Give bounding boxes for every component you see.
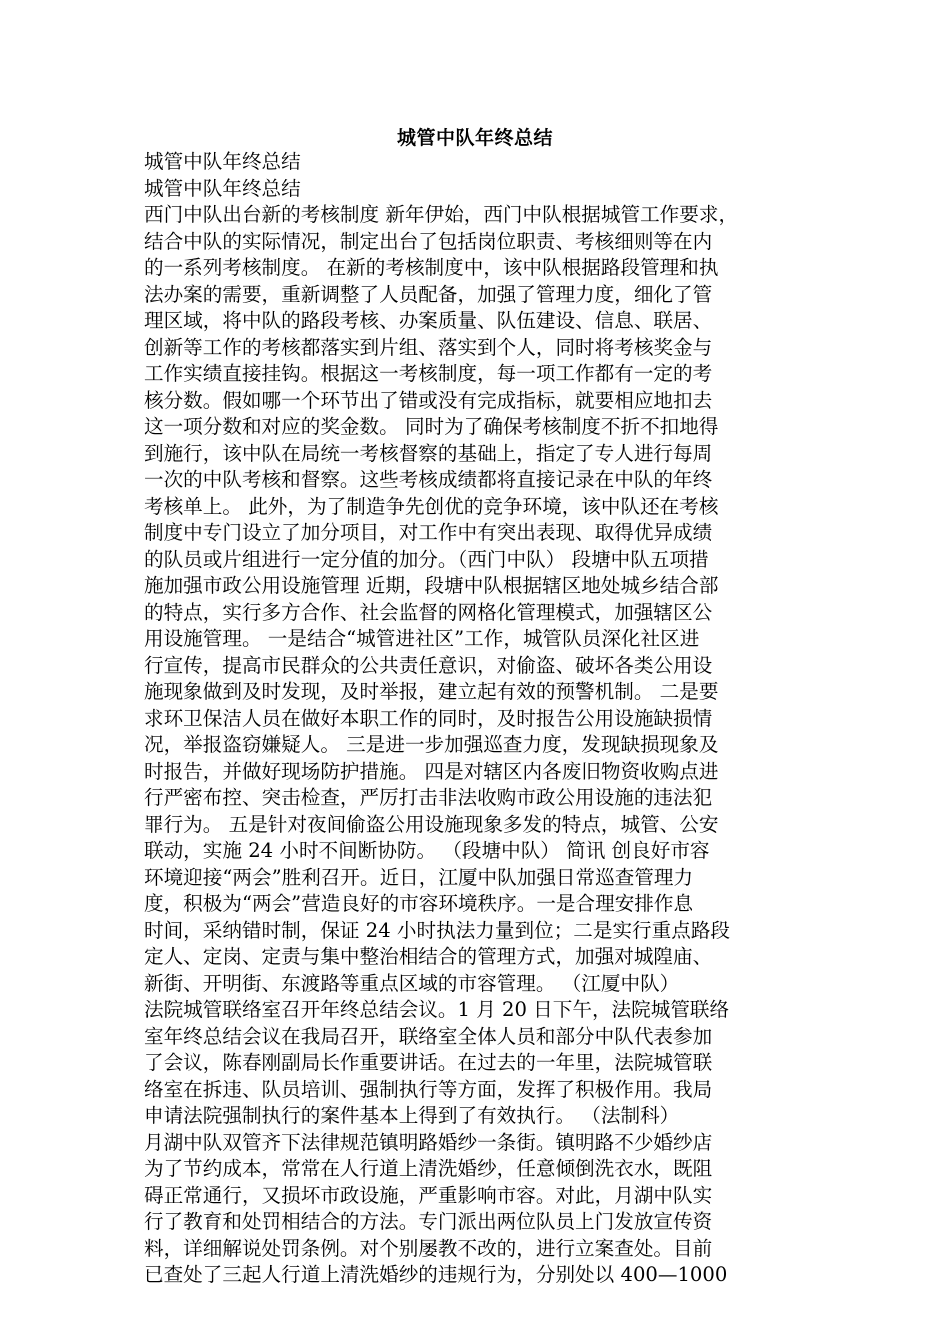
text-line: 联动，实施 24 小时不间断协防。 （段塘中队） 简讯 创良好市容 [144,839,710,862]
text-line: 结合中队的实际情况，制定出台了包括岗位职责、考核细则等在内 [144,229,713,253]
text-line: 时间，采纳错时制，保证 24 小时执法力量到位；二是实行重点路段 [144,918,731,942]
text-line: 核分数。假如哪一个环节出了错或没有完成指标，就要相应地扣去 [144,388,713,412]
text-line: 月湖中队双管齐下法律规范镇明路婚纱一条街。镇明路不少婚纱店 [144,1130,713,1154]
text-line: 罪行为。 五是针对夜间偷盗公用设施现象多发的特点，城管、公安 [144,812,719,836]
text-line: 为了节约成本，常常在人行道上清洗婚纱，任意倾倒洗衣水，既阻 [144,1157,713,1180]
text-line: 一次的中队考核和督察。这些考核成绩都将直接记录在中队的年终 [144,468,713,491]
text-line: 行宣传，提高市民群众的公共责任意识，对偷盗、破坏各类公用设 [144,653,713,677]
text-line: 施现象做到及时发现，及时举报，建立起有效的预警机制。 二是要 [144,680,719,703]
text-line: 况，举报盗窃嫌疑人。 三是进一步加强巡查力度，发现缺损现象及 [144,733,719,756]
text-line: 环境迎接“两会”胜利召开。近日，江厦中队加强日常巡查管理力 [144,865,694,889]
text-line: 创新等工作的考核都落实到片组、落实到个人，同时将考核奖金与 [144,335,713,359]
text-line: 的特点，实行多方合作、社会监督的网格化管理模式，加强辖区公 [144,600,713,624]
text-line: 西门中队出台新的考核制度 新年伊始，西门中队根据城管工作要求， [144,203,739,226]
text-line: 度，积极为“两会”营造良好的市容环境秩序。一是合理安排作息 [144,892,694,915]
text-line: 法办案的需要，重新调整了人员配备，加强了管理力度，细化了管 [144,282,713,306]
text-line: 已查处了三起人行道上清洗婚纱的违规行为，分别处以 400—1000 [144,1263,728,1286]
text-line: 新街、开明街、东渡路等重点区域的市容管理。 （江厦中队） [144,971,680,995]
text-line: 申请法院强制执行的案件基本上得到了有效执行。 （法制科） [144,1104,680,1127]
text-line: 络室在拆违、队员培训、强制执行等方面，发挥了积极作用。我局 [144,1077,713,1101]
text-line: 工作实绩直接挂钩。根据这一考核制度，每一项工作都有一定的考 [144,362,713,385]
text-line: 了会议，陈春刚副局长作重要讲话。在过去的一年里，法院城管联 [144,1051,713,1074]
text-line: 的队员或片组进行一定分值的加分。（西门中队） 段塘中队五项措 [144,547,709,571]
text-line: 施加强市政公用设施管理 近期，段塘中队根据辖区地处城乡结合部 [144,574,719,597]
text-line: 时报告，并做好现场防护措施。 四是对辖区内各废旧物资收购点进 [144,759,719,783]
text-line: 的一系列考核制度。 在新的考核制度中，该中队根据路段管理和执 [144,256,719,279]
text-line: 行严密布控、突击检查，严厉打击非法收购市政公用设施的违法犯 [144,786,713,809]
text-line: 考核单上。 此外，为了制造争先创优的竞争环境，该中队还在考核 [144,494,719,518]
text-line: 料，详细解说处罚条例。对个别屡教不改的，进行立案查处。目前 [144,1236,713,1260]
text-line: 理区域，将中队的路段考核、办案质量、队伍建设、信息、联居、 [144,309,713,332]
text-line: 行了教育和处罚相结合的方法。专门派出两位队员上门发放宣传资 [144,1210,713,1233]
document-title: 城管中队年终总结 [396,127,553,149]
text-line: 用设施管理。 一是结合“城管进社区”工作，城管队员深化社区进 [144,627,700,650]
text-line: 这一项分数和对应的奖金数。 同时为了确保考核制度不折不扣地得 [144,415,719,438]
document-body [144,149,804,1289]
text-line: 城管中队年终总结 [144,150,301,173]
text-line: 城管中队年终总结 [144,176,301,200]
text-line: 室年终总结会议在我局召开，联络室全体人员和部分中队代表参加 [144,1024,713,1048]
text-line: 到施行，该中队在局统一考核督察的基础上，指定了专人进行每周 [144,441,713,465]
text-line: 碍正常通行，又损坏市政设施，严重影响市容。对此，月湖中队实 [144,1183,713,1207]
text-line: 定人、定岗、定责与集中整治相结合的管理方式，加强对城隍庙、 [144,945,713,968]
text-line: 制度中专门设立了加分项目，对工作中有突出表现、取得优异成绩 [144,521,713,544]
text-line: 法院城管联络室召开年终总结会议。1 月 20 日下午，法院城管联络 [144,998,730,1021]
text-line: 求环卫保洁人员在做好本职工作的同时，及时报告公用设施缺损情 [144,706,713,730]
